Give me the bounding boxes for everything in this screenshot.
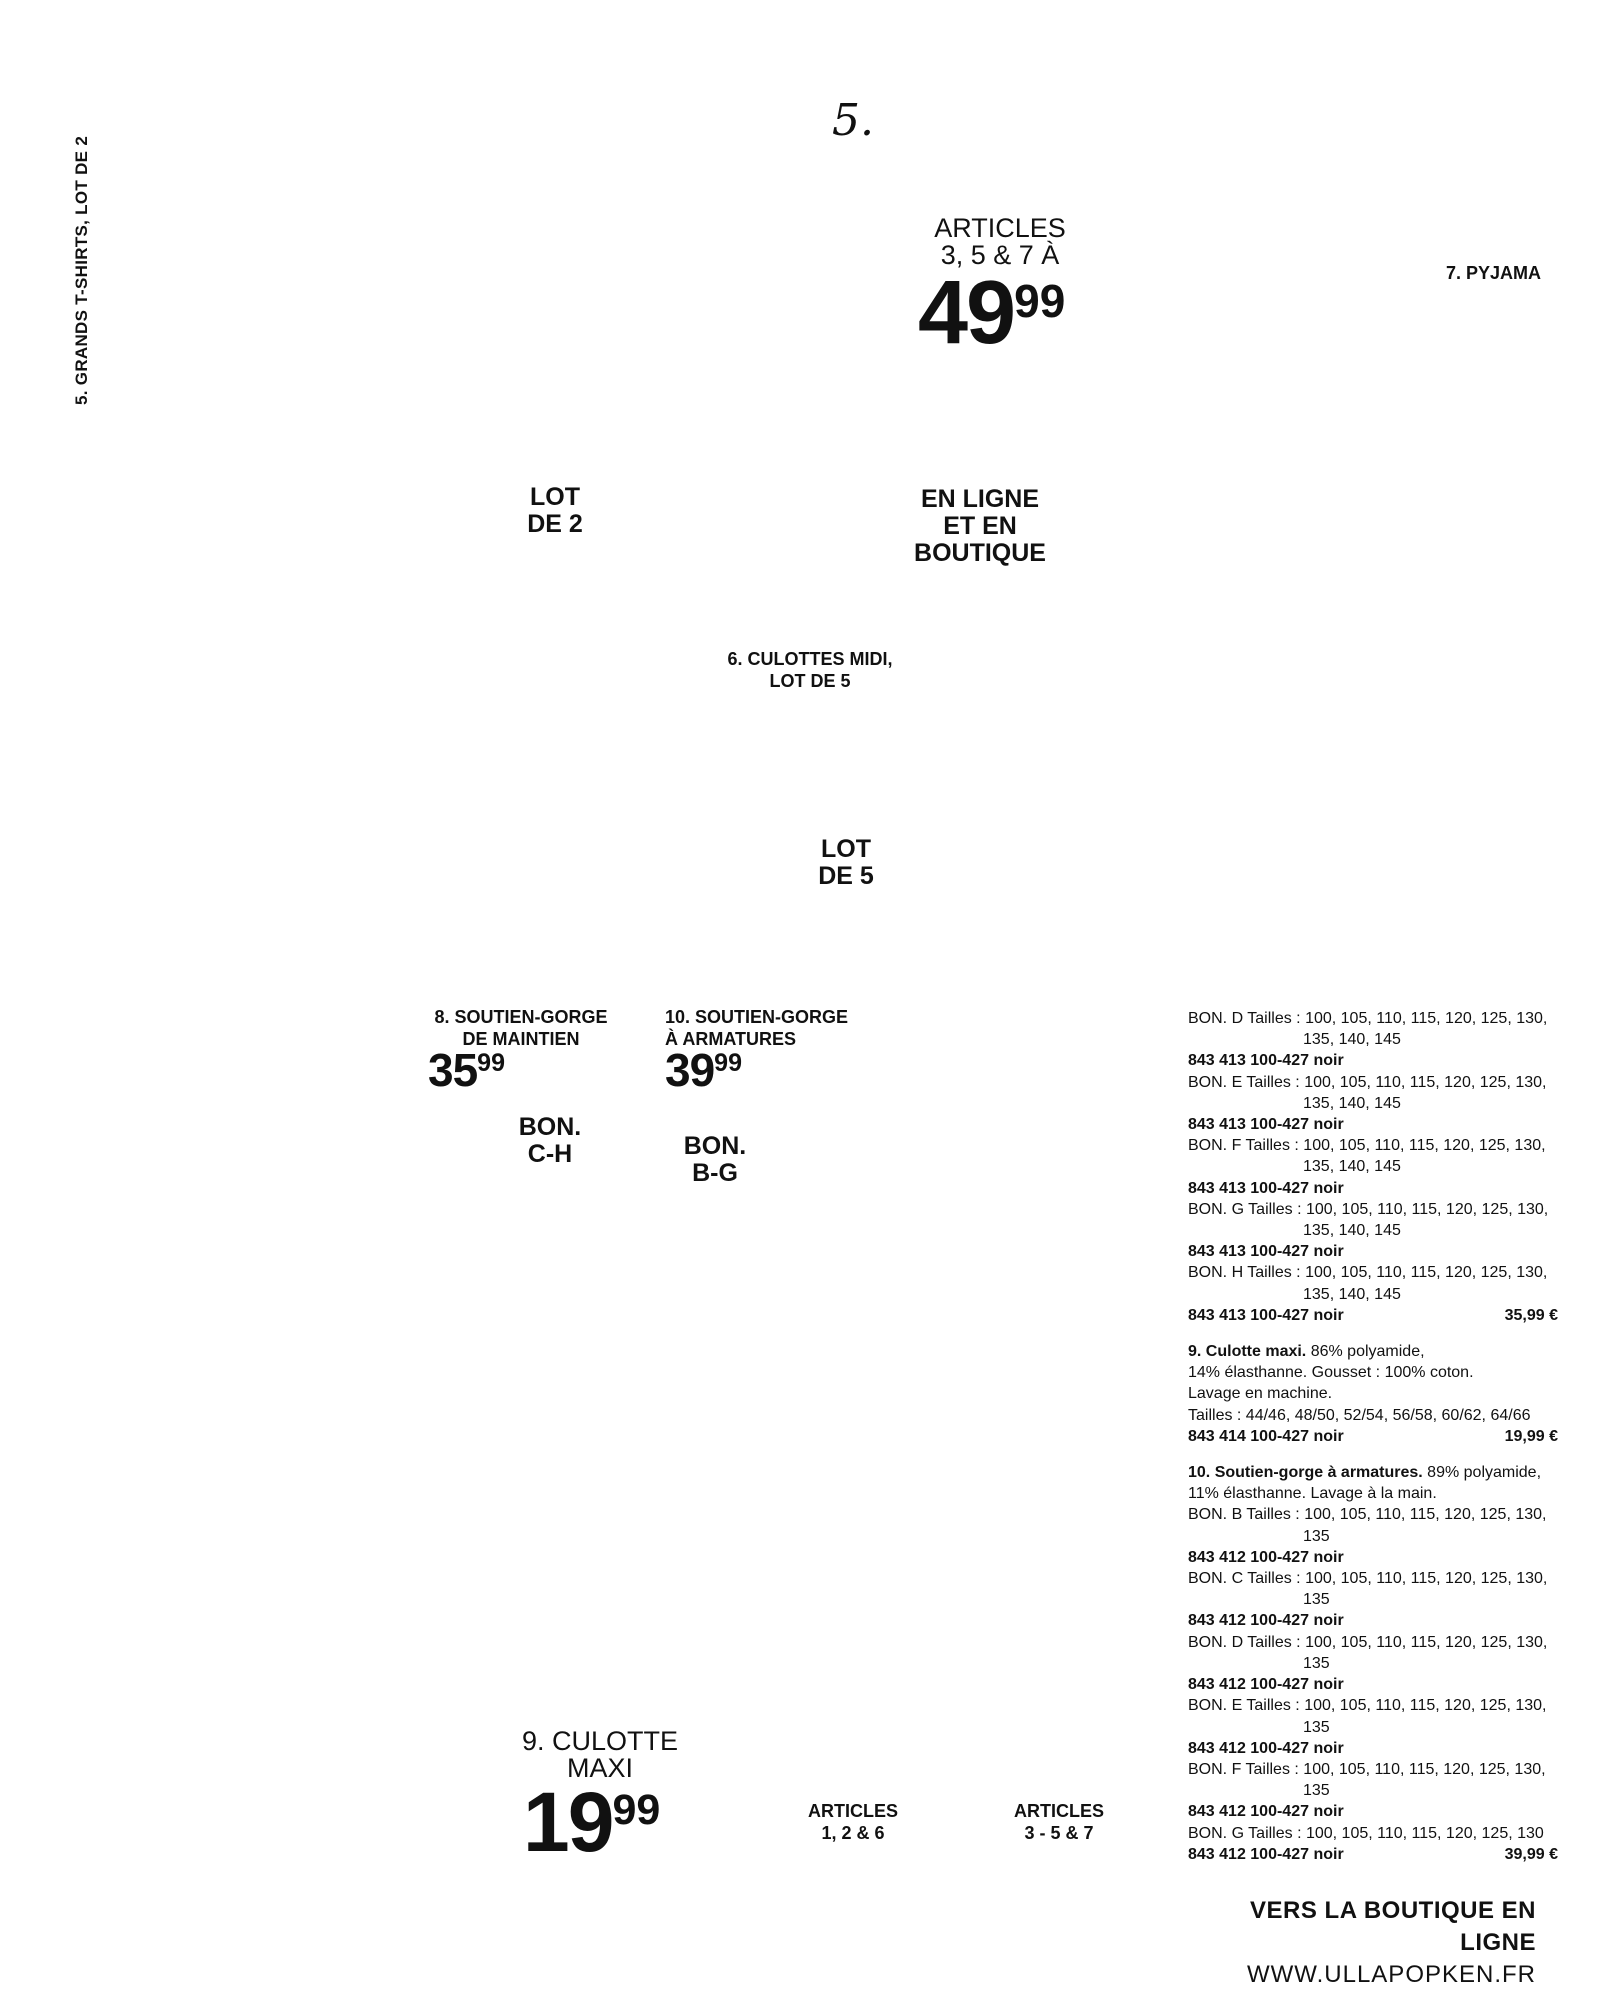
reference-row: [1188, 1801, 1558, 1822]
top-offer-price: [918, 263, 1066, 363]
price-integer: 19: [523, 1775, 613, 1869]
label-line: 3 - 5 & 7: [1024, 1823, 1094, 1843]
badge-line: C-H: [527, 1140, 573, 1168]
description-line: 14% élasthanne. Gousset : 100% coton.: [1188, 1364, 1474, 1382]
reference-code: 843 412 100-427 noir: [1188, 1612, 1344, 1630]
articles-357-label: [984, 1800, 1134, 1844]
page-number: 5.: [832, 95, 874, 146]
label-line: 1, 2 & 6: [821, 1823, 885, 1843]
lot-2-badge: [520, 484, 590, 538]
soutien-gorge-8-price: [428, 1044, 505, 1096]
store-url-link[interactable]: WWW.ULLAPOPKEN.FR: [1246, 1961, 1536, 1988]
vertical-product-label: 5. GRANDS T-SHIRTS, LOT DE 2: [72, 135, 91, 405]
reference-code: 843 412 100-427 noir: [1188, 1548, 1344, 1566]
product-details-column: [1188, 1008, 1558, 1865]
online-store-badge: [905, 486, 1055, 567]
price-decimals: 99: [477, 1049, 505, 1077]
reference-code: 843 414 100-427 noir: [1188, 1427, 1344, 1445]
size-line: BON. B Tailles : 100, 105, 110, 115, 120, 125, 130, 135: [1188, 1506, 1547, 1545]
culotte-maxi-price: [523, 1775, 661, 1869]
badge-line: ET EN: [943, 512, 1017, 540]
label-line: 6. CULOTTES MIDI,: [727, 649, 893, 669]
reference-code: 843 412 100-427 noir: [1188, 1845, 1344, 1863]
reference-row: [1188, 1738, 1558, 1759]
price-integer: 39: [665, 1044, 715, 1096]
size-line: BON. F Tailles : 100, 105, 110, 115, 120, 125, 130, 135, 140, 145: [1188, 1137, 1546, 1176]
item-title: 10. Soutien-gorge à armatures.: [1188, 1464, 1423, 1482]
badge-line: EN LIGNE: [920, 485, 1040, 513]
reference-code: 843 413 100-427 noir: [1188, 1116, 1344, 1134]
label-line: LOT DE 5: [769, 671, 851, 691]
bon-ch-badge: [515, 1114, 585, 1168]
price-decimals: 99: [1014, 275, 1066, 327]
footer-title: VERS LA BOUTIQUE EN LIGNE: [1250, 1897, 1536, 1956]
label-line: À ARMATURES: [665, 1029, 796, 1049]
item-price: 19,99 €: [1504, 1427, 1558, 1445]
reference-row: [1188, 1241, 1558, 1262]
badge-line: BON.: [683, 1132, 747, 1160]
armatures-description: [1188, 1462, 1558, 1483]
size-line: BON. G Tailles : 100, 105, 110, 115, 120, 125, 130: [1188, 1824, 1544, 1842]
top-offer-label-line: 3, 5 & 7 À: [940, 240, 1060, 270]
soutien-gorge-10-price: [665, 1044, 742, 1096]
size-line: BON. F Tailles : 100, 105, 110, 115, 120, 125, 130, 135: [1188, 1760, 1546, 1800]
reference-code: 843 413 100-427 noir: [1188, 1052, 1344, 1070]
spacer: [1188, 1326, 1558, 1341]
footer: [1168, 1895, 1536, 1991]
label-line: 9. CULOTTE: [521, 1726, 679, 1756]
label-line: DE MAINTIEN: [462, 1029, 580, 1049]
item-price: 39,99 €: [1504, 1845, 1558, 1863]
label-line: MAXI: [566, 1753, 633, 1783]
description-line: 11% élasthanne. Lavage à la main.: [1188, 1485, 1437, 1503]
bon-bg-badge: [680, 1133, 750, 1187]
description-line: Tailles : 44/46, 48/50, 52/54, 56/58, 60/62, 64/66: [1188, 1406, 1531, 1424]
reference-code: 843 412 100-427 noir: [1188, 1803, 1344, 1821]
description-text: 89% polyamide,: [1422, 1464, 1542, 1482]
badge-line: LOT: [530, 483, 580, 511]
size-line: BON. C Tailles : 100, 105, 110, 115, 120, 125, 130, 135: [1188, 1570, 1548, 1609]
culotte-maxi-label: [505, 1728, 695, 1782]
badge-line: DE 5: [818, 862, 874, 890]
badge-line: BON.: [518, 1113, 582, 1141]
size-line: BON. D Tailles : 100, 105, 110, 115, 120, 125, 130, 135, 140, 145: [1188, 1010, 1548, 1049]
top-offer-label: [900, 215, 1100, 269]
reference-row: [1188, 1178, 1558, 1199]
size-line: BON. E Tailles : 100, 105, 110, 115, 120, 125, 130, 135: [1188, 1697, 1547, 1736]
size-line: BON. D Tailles : 100, 105, 110, 115, 120, 125, 130, 135: [1188, 1633, 1548, 1672]
reference-code: 843 412 100-427 noir: [1188, 1676, 1344, 1694]
reference-row: [1188, 1674, 1558, 1695]
badge-line: BOUTIQUE: [914, 539, 1046, 567]
size-line: BON. E Tailles : 100, 105, 110, 115, 120, 125, 130, 135, 140, 145: [1188, 1073, 1547, 1112]
reference-row: [1188, 1610, 1558, 1631]
reference-row: [1188, 1114, 1558, 1135]
reference-row: [1188, 1305, 1558, 1326]
reference-row: [1188, 1547, 1558, 1568]
reference-code: 843 413 100-427 noir: [1188, 1243, 1344, 1261]
price-integer: 49: [918, 263, 1015, 363]
label-line: 8. SOUTIEN-GORGE: [434, 1007, 608, 1027]
culotte-maxi-description: [1188, 1341, 1558, 1362]
size-line: BON. G Tailles : 100, 105, 110, 115, 120, 125, 130, 135, 140, 145: [1188, 1200, 1549, 1240]
label-line: ARTICLES: [808, 1801, 898, 1821]
price-decimals: 99: [714, 1049, 742, 1077]
spacer: [1188, 1447, 1558, 1462]
badge-line: B-G: [692, 1159, 738, 1187]
label-line: 10. SOUTIEN-GORGE: [665, 1007, 849, 1027]
lot-5-badge: [811, 836, 881, 890]
pyjama-label: 7. PYJAMA: [1446, 263, 1542, 283]
reference-code: 843 413 100-427 noir: [1188, 1306, 1344, 1324]
label-line: ARTICLES: [1014, 1801, 1104, 1821]
reference-code: 843 413 100-427 noir: [1188, 1179, 1344, 1197]
reference-row: [1188, 1844, 1558, 1865]
price-decimals: 99: [612, 1786, 661, 1834]
badge-line: DE 2: [527, 510, 583, 538]
culottes-midi-label: [715, 648, 905, 692]
top-offer-label-line: ARTICLES: [934, 213, 1066, 243]
articles-126-label: [778, 1800, 928, 1844]
reference-row: [1188, 1050, 1558, 1071]
size-line: BON. H Tailles : 100, 105, 110, 115, 120, 125, 130, 135, 140, 145: [1188, 1264, 1548, 1303]
reference-row: [1188, 1426, 1558, 1447]
item-title: 9. Culotte maxi.: [1188, 1343, 1307, 1361]
description-line: Lavage en machine.: [1188, 1385, 1333, 1403]
description-text: 86% polyamide,: [1306, 1343, 1425, 1361]
badge-line: LOT: [821, 835, 871, 863]
reference-code: 843 412 100-427 noir: [1188, 1739, 1344, 1757]
price-integer: 35: [428, 1044, 478, 1096]
item-price: 35,99 €: [1504, 1306, 1558, 1324]
